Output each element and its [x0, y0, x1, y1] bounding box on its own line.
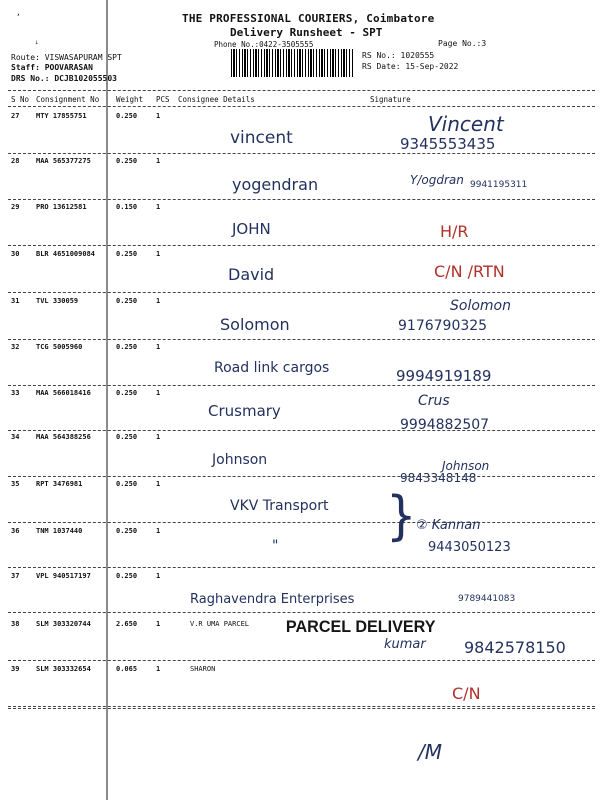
row-weight: 0.250	[116, 572, 138, 580]
rs-number: RS No.: 1020555	[362, 51, 435, 60]
row-sno: 35	[11, 480, 20, 488]
row-pcs: 1	[156, 527, 161, 535]
column-header-weight: Weight	[116, 95, 144, 104]
handwritten-signature: Solomon	[450, 298, 511, 314]
row-consignment: SLM 303320744	[36, 620, 91, 628]
handwritten-consignee-name: Solomon	[220, 315, 290, 334]
column-header-signature: Signature	[370, 95, 411, 104]
handwritten-delivery-note: H/R	[440, 222, 469, 241]
table-row	[0, 665, 600, 705]
barcode	[231, 49, 354, 77]
row-consignment: SLM 303332654	[36, 665, 91, 673]
pen-mark: ꜜ	[34, 40, 40, 50]
phone-number: Phone No.:0422-3505555	[214, 40, 314, 49]
row-consignment: RPT 3476981	[36, 480, 83, 488]
table-row	[0, 112, 600, 152]
row-sno: 30	[11, 250, 20, 258]
row-consignment: BLR 4651009084	[36, 250, 96, 258]
handwritten-consignee-name: David	[228, 265, 275, 284]
table-row	[0, 250, 600, 290]
row-divider	[8, 430, 595, 431]
table-row	[0, 389, 600, 429]
handwritten-delivery-note: C/N /RTN	[434, 262, 505, 281]
divider	[8, 708, 595, 709]
handwritten-phone: 9843348148	[400, 471, 477, 485]
row-pcs: 1	[156, 572, 161, 580]
handwritten-signature: kumar	[384, 637, 426, 652]
handwritten-consignee-name: "	[272, 538, 279, 554]
row-divider	[8, 660, 595, 661]
handwritten-signature: ② Kannan	[416, 518, 481, 533]
row-divider	[8, 245, 595, 246]
row-weight: 0.250	[116, 527, 138, 535]
row-sno: 37	[11, 572, 20, 580]
row-consignment: MTY 17855751	[36, 112, 87, 120]
row-pcs: 1	[156, 480, 161, 488]
staff: Staff: POOVARASAN	[11, 63, 93, 72]
row-divider	[8, 339, 595, 340]
table-row	[0, 203, 600, 243]
row-consignment: TNM 1037440	[36, 527, 83, 535]
footer-handwritten-mark: /M	[418, 740, 442, 764]
row-weight: 0.250	[116, 389, 138, 397]
row-weight: 0.250	[116, 250, 138, 258]
column-header-sno: S No	[11, 95, 30, 104]
handwritten-consignee-name: JOHN	[232, 220, 271, 238]
row-weight: 0.250	[116, 297, 138, 305]
row-sno: 27	[11, 112, 20, 120]
handwritten-consignee-name: Road link cargos	[214, 360, 330, 376]
row-pcs: 1	[156, 112, 161, 120]
handwritten-phone: 9176790325	[398, 318, 488, 334]
handwritten-consignee-name: yogendran	[232, 175, 319, 194]
row-consignment: MAA 565377275	[36, 157, 91, 165]
column-header-pcs: PCS	[156, 95, 170, 104]
row-pcs: 1	[156, 297, 161, 305]
column-header-consignment: Consignment No	[36, 95, 100, 104]
row-consignment: VPL 940517197	[36, 572, 91, 580]
row-sno: 31	[11, 297, 20, 305]
row-consignment: TCG 5005960	[36, 343, 83, 351]
row-pcs: 1	[156, 250, 161, 258]
row-pcs: 1	[156, 665, 161, 673]
row-divider	[8, 292, 595, 293]
row-consignment: PRO 13612581	[36, 203, 87, 211]
row-pcs: 1	[156, 433, 161, 441]
divider	[8, 90, 595, 91]
row-weight: 0.150	[116, 203, 138, 211]
handwritten-consignee-name: Johnson	[212, 452, 268, 468]
row-pcs: 1	[156, 343, 161, 351]
row-divider	[8, 522, 595, 523]
handwritten-phone: 9842578150	[464, 638, 566, 657]
row-consignment: MAA 566018416	[36, 389, 91, 397]
drs-number: DRS No.: DCJB102055503	[11, 74, 117, 83]
handwritten-phone: 9994919189	[396, 367, 492, 385]
row-weight: 0.250	[116, 157, 138, 165]
handwritten-phone: 9443050123	[428, 540, 511, 555]
handwritten-signature: Crus	[418, 393, 450, 409]
page-number: Page No.:3	[438, 39, 487, 48]
row-divider	[8, 567, 595, 568]
handwritten-signature: Y/ogdran	[410, 173, 464, 187]
row-weight: 0.065	[116, 665, 138, 673]
row-pcs: 1	[156, 389, 161, 397]
row-consignment: MAA 564388256	[36, 433, 91, 441]
handwritten-signature: Vincent	[428, 112, 504, 136]
row-weight: 0.250	[116, 433, 138, 441]
row-divider	[8, 476, 595, 477]
handwritten-consignee-name: Crusmary	[208, 402, 281, 420]
handwritten-phone: 9345553435	[400, 135, 496, 153]
handwritten-consignee-name: vincent	[230, 128, 293, 148]
row-divider	[8, 153, 595, 154]
handwritten-brace-mark: }	[386, 485, 417, 547]
row-pcs: 1	[156, 203, 161, 211]
handwritten-delivery-note: C/N	[452, 684, 481, 703]
row-sno: 36	[11, 527, 20, 535]
route: Route: VISWASAPURAM SPT	[11, 53, 122, 62]
handwritten-consignee-name: VKV Transport	[230, 498, 329, 514]
row-weight: 0.250	[116, 112, 138, 120]
row-divider	[8, 385, 595, 386]
handwritten-phone: 9789441083	[458, 594, 516, 604]
handwritten-phone: 9994882507	[400, 417, 490, 433]
handwritten-phone: 9941195311	[470, 180, 528, 190]
column-header-details: Consignee Details	[178, 95, 255, 104]
row-divider	[8, 706, 595, 707]
row-weight: 0.250	[116, 343, 138, 351]
divider	[8, 106, 595, 107]
row-details: SHARON	[190, 665, 216, 673]
rs-date: RS Date: 15-Sep-2022	[362, 62, 459, 71]
handwritten-signature: Johnson	[442, 459, 490, 473]
row-sno: 38	[11, 620, 20, 628]
row-pcs: 1	[156, 157, 161, 165]
runsheet-subtitle: Delivery Runsheet - SPT	[230, 26, 383, 39]
row-divider	[8, 612, 595, 613]
company-title: THE PROFESSIONAL COURIERS, Coimbatore	[182, 12, 435, 25]
row-consignment: TVL 330059	[36, 297, 79, 305]
row-divider	[8, 199, 595, 200]
row-pcs: 1	[156, 620, 161, 628]
row-details: V.R UMA PARCEL	[190, 620, 250, 628]
row-weight: 0.250	[116, 480, 138, 488]
row-sno: 33	[11, 389, 20, 397]
row-sno: 28	[11, 157, 20, 165]
row-sno: 34	[11, 433, 20, 441]
handwritten-consignee-name: Raghavendra Enterprises	[190, 592, 355, 607]
table-row	[0, 433, 600, 473]
row-sno: 39	[11, 665, 20, 673]
row-sno: 29	[11, 203, 20, 211]
row-weight: 2.650	[116, 620, 138, 628]
pen-mark: ‚	[16, 8, 21, 17]
parcel-delivery-stamp: PARCEL DELIVERY	[285, 617, 436, 636]
row-sno: 32	[11, 343, 20, 351]
